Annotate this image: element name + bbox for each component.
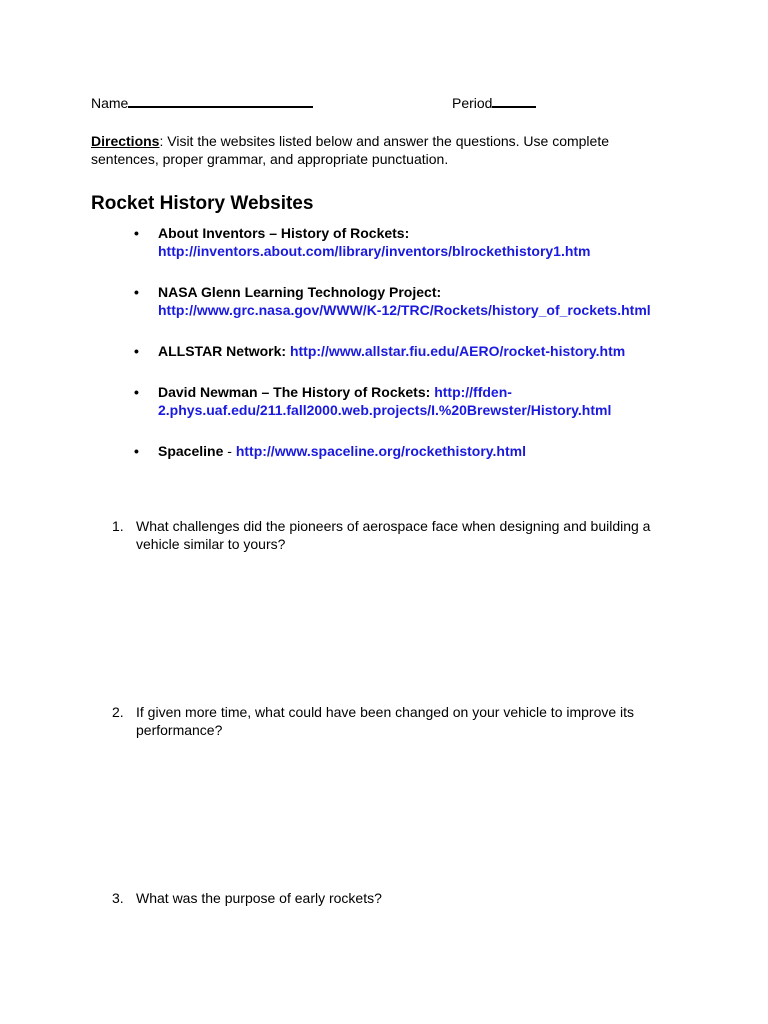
period-blank-line[interactable] xyxy=(492,92,536,108)
website-item-david-newman xyxy=(91,383,691,419)
bullet-icon: • xyxy=(134,343,139,359)
question-1 xyxy=(112,517,692,553)
name-blank-line[interactable] xyxy=(128,92,313,108)
question-number: 2. xyxy=(112,704,124,720)
bullet-icon: • xyxy=(134,225,139,241)
website-item-spaceline xyxy=(91,442,691,460)
website-link-spaceline[interactable]: http://www.spaceline.org/rockethistory.html xyxy=(235,443,526,459)
website-link-nasa-glenn[interactable]: http://www.grc.nasa.gov/WWW/K-12/TRC/Rockets/history_of_rockets.html xyxy=(158,302,651,318)
website-title: About Inventors – History of Rockets: xyxy=(158,225,410,241)
bullet-icon: • xyxy=(134,384,139,400)
period-field-group xyxy=(452,92,536,111)
question-number: 3. xyxy=(112,890,124,906)
website-item-allstar xyxy=(91,342,691,360)
directions-paragraph xyxy=(91,132,671,168)
question-number: 1. xyxy=(112,518,124,534)
question-text: What was the purpose of early rockets? xyxy=(136,890,382,906)
question-2 xyxy=(112,703,692,739)
website-list xyxy=(91,224,691,483)
name-period-row xyxy=(91,92,691,114)
name-label: Name xyxy=(91,95,129,111)
website-link-allstar[interactable]: http://www.allstar.fiu.edu/AERO/rocket-history.htm xyxy=(289,343,626,359)
website-title: NASA Glenn Learning Technology Project: xyxy=(158,284,442,300)
website-item-about-inventors xyxy=(91,224,691,260)
section-title: Rocket History Websites xyxy=(91,193,314,214)
website-link-david-newman[interactable]: http://ffden-2.phys.uaf.edu/211.fall2000.web.projects/I.%20Brewster/History.html xyxy=(158,384,612,418)
bullet-icon: • xyxy=(134,284,139,300)
website-item-nasa-glenn xyxy=(91,283,691,319)
website-separator: - xyxy=(223,443,236,459)
question-text: If given more time, what could have been changed on your vehicle to improve its performance? xyxy=(136,704,635,738)
website-title: Spaceline xyxy=(158,443,224,459)
name-field-group xyxy=(91,92,313,111)
directions-text: : Visit the websites listed below and answer the questions. Use complete sentences, proper grammar, and appropriate punctuation. xyxy=(91,133,610,167)
website-title: David Newman – The History of Rockets: xyxy=(158,384,431,400)
period-label: Period xyxy=(452,95,493,111)
website-link-about-inventors[interactable]: http://inventors.about.com/library/inventors/blrockethistory1.htm xyxy=(158,243,591,259)
directions-label: Directions xyxy=(91,133,160,149)
question-3 xyxy=(112,889,692,907)
question-text: What challenges did the pioneers of aerospace face when designing and building a vehicle similar to yours? xyxy=(136,518,651,552)
bullet-icon: • xyxy=(134,443,139,459)
website-title: ALLSTAR Network: xyxy=(158,343,287,359)
